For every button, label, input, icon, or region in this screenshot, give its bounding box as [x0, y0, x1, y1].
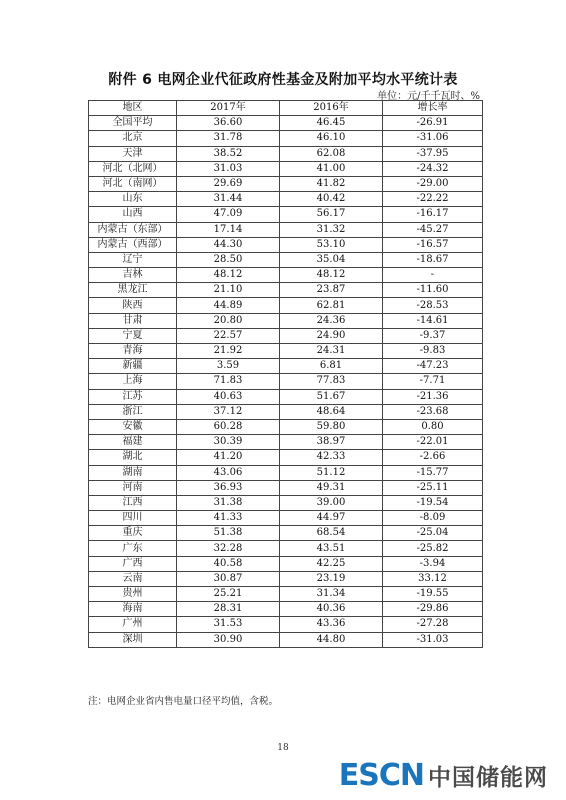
cell-growth-rate: -19.55: [383, 587, 483, 602]
table-row: [89, 328, 483, 343]
cell-region: 内蒙古（西部）: [89, 237, 177, 252]
cell-2017: 30.90: [177, 632, 280, 647]
cell-growth-rate: -3.94: [383, 556, 483, 571]
table-row: [89, 632, 483, 647]
cell-region: 重庆: [89, 526, 177, 541]
table-row: [89, 116, 483, 131]
cell-region: 内蒙古（东部）: [89, 222, 177, 237]
table-body: [89, 116, 483, 648]
cell-growth-rate: -22.01: [383, 435, 483, 450]
table-row: [89, 511, 483, 526]
cell-growth-rate: -22.22: [383, 192, 483, 207]
table-row: [89, 207, 483, 222]
cell-2016: 24.90: [280, 328, 383, 343]
table-row: [89, 252, 483, 267]
cell-2016: 68.54: [280, 526, 383, 541]
table-row: [89, 359, 483, 374]
cell-region: 广州: [89, 617, 177, 632]
cell-2017: 43.06: [177, 465, 280, 480]
cell-2017: 44.89: [177, 298, 280, 313]
cell-region: 江西: [89, 495, 177, 510]
cell-2017: 21.92: [177, 344, 280, 359]
statistics-table: [88, 100, 483, 648]
cell-2017: 40.58: [177, 556, 280, 571]
cell-2016: 35.04: [280, 252, 383, 267]
table-row: [89, 222, 483, 237]
cell-growth-rate: 33.12: [383, 571, 483, 586]
cell-region: 广东: [89, 541, 177, 556]
cell-2016: 41.82: [280, 176, 383, 191]
unit-label: 单位：元/千千瓦时、%: [377, 91, 480, 102]
cell-2017: 31.44: [177, 192, 280, 207]
cell-2017: 25.21: [177, 587, 280, 602]
table-row: [89, 465, 483, 480]
cell-2016: 51.12: [280, 465, 383, 480]
cell-2016: 31.34: [280, 587, 383, 602]
cell-growth-rate: -18.67: [383, 252, 483, 267]
cell-2016: 38.97: [280, 435, 383, 450]
cell-2016: 23.19: [280, 571, 383, 586]
cell-2017: 28.31: [177, 602, 280, 617]
table-row: [89, 268, 483, 283]
table-row: [89, 146, 483, 161]
cell-2017: 30.39: [177, 435, 280, 450]
cell-2016: 48.12: [280, 268, 383, 283]
cell-region: 河北（北网）: [89, 161, 177, 176]
cell-2017: 60.28: [177, 419, 280, 434]
table-row: [89, 298, 483, 313]
cell-2016: 62.08: [280, 146, 383, 161]
cell-growth-rate: -15.77: [383, 465, 483, 480]
table-row: [89, 556, 483, 571]
cell-growth-rate: -25.82: [383, 541, 483, 556]
cell-region: 新疆: [89, 359, 177, 374]
table-row: [89, 526, 483, 541]
cell-region: 福建: [89, 435, 177, 450]
cell-2017: 48.12: [177, 268, 280, 283]
cell-region: 江苏: [89, 389, 177, 404]
cell-growth-rate: -45.27: [383, 222, 483, 237]
header-growth-rate: 增长率: [383, 101, 483, 116]
cell-growth-rate: -16.57: [383, 237, 483, 252]
cell-region: 辽宁: [89, 252, 177, 267]
table-row: [89, 435, 483, 450]
cell-growth-rate: -31.03: [383, 632, 483, 647]
cell-2016: 40.36: [280, 602, 383, 617]
cell-2017: 20.80: [177, 313, 280, 328]
cell-2016: 44.97: [280, 511, 383, 526]
cell-2016: 31.32: [280, 222, 383, 237]
cell-growth-rate: -11.60: [383, 283, 483, 298]
cell-2017: 31.53: [177, 617, 280, 632]
cell-region: 海南: [89, 602, 177, 617]
cell-2016: 51.67: [280, 389, 383, 404]
cell-region: 陕西: [89, 298, 177, 313]
cell-growth-rate: -29.00: [383, 176, 483, 191]
cell-2016: 46.45: [280, 116, 383, 131]
cell-growth-rate: -47.23: [383, 359, 483, 374]
escn-watermark-logo: [339, 758, 548, 792]
cell-growth-rate: -29.86: [383, 602, 483, 617]
cell-region: 湖北: [89, 450, 177, 465]
cell-2017: 37.12: [177, 404, 280, 419]
cell-2016: 53.10: [280, 237, 383, 252]
header-region: 地区: [89, 101, 177, 116]
cell-growth-rate: -28.53: [383, 298, 483, 313]
cell-growth-rate: -25.11: [383, 480, 483, 495]
cell-2017: 30.87: [177, 571, 280, 586]
cell-2016: 59.80: [280, 419, 383, 434]
table-header-row: [89, 101, 483, 116]
cell-region: 深圳: [89, 632, 177, 647]
cell-growth-rate: -31.06: [383, 131, 483, 146]
cell-growth-rate: -27.28: [383, 617, 483, 632]
watermark-latin: ESCN: [338, 757, 424, 793]
cell-2016: 77.83: [280, 374, 383, 389]
cell-region: 北京: [89, 131, 177, 146]
cell-growth-rate: -23.68: [383, 404, 483, 419]
cell-2017: 32.28: [177, 541, 280, 556]
cell-region: 广西: [89, 556, 177, 571]
cell-growth-rate: -25.04: [383, 526, 483, 541]
cell-2016: 43.36: [280, 617, 383, 632]
table-row: [89, 404, 483, 419]
cell-growth-rate: -16.17: [383, 207, 483, 222]
cell-growth-rate: -2.66: [383, 450, 483, 465]
cell-2017: 44.30: [177, 237, 280, 252]
cell-2017: 36.93: [177, 480, 280, 495]
cell-2016: 48.64: [280, 404, 383, 419]
cell-growth-rate: -21.36: [383, 389, 483, 404]
cell-region: 浙江: [89, 404, 177, 419]
cell-2017: 31.38: [177, 495, 280, 510]
table-row: [89, 313, 483, 328]
cell-region: 天津: [89, 146, 177, 161]
cell-2016: 43.51: [280, 541, 383, 556]
watermark-chinese: 中国储能网: [428, 764, 548, 791]
cell-region: 黑龙江: [89, 283, 177, 298]
table-row: [89, 541, 483, 556]
cell-2017: 71.83: [177, 374, 280, 389]
table-row: [89, 419, 483, 434]
cell-region: 云南: [89, 571, 177, 586]
cell-2016: 49.31: [280, 480, 383, 495]
cell-2016: 24.31: [280, 344, 383, 359]
cell-2017: 31.78: [177, 131, 280, 146]
cell-region: 上海: [89, 374, 177, 389]
cell-2017: 51.38: [177, 526, 280, 541]
table-row: [89, 602, 483, 617]
table-row: [89, 283, 483, 298]
cell-region: 四川: [89, 511, 177, 526]
cell-region: 安徽: [89, 419, 177, 434]
cell-2017: 29.69: [177, 176, 280, 191]
cell-2016: 41.00: [280, 161, 383, 176]
cell-growth-rate: -24.32: [383, 161, 483, 176]
table-row: [89, 344, 483, 359]
cell-region: 河南: [89, 480, 177, 495]
cell-2017: 38.52: [177, 146, 280, 161]
table-row: [89, 495, 483, 510]
cell-2016: 56.17: [280, 207, 383, 222]
table-row: [89, 192, 483, 207]
cell-2017: 17.14: [177, 222, 280, 237]
cell-2016: 39.00: [280, 495, 383, 510]
cell-2016: 40.42: [280, 192, 383, 207]
cell-2017: 40.63: [177, 389, 280, 404]
cell-region: 全国平均: [89, 116, 177, 131]
cell-region: 山西: [89, 207, 177, 222]
table-row: [89, 480, 483, 495]
cell-region: 山东: [89, 192, 177, 207]
cell-2017: 31.03: [177, 161, 280, 176]
table-row: [89, 571, 483, 586]
cell-region: 吉林: [89, 268, 177, 283]
cell-region: 青海: [89, 344, 177, 359]
cell-growth-rate: -14.61: [383, 313, 483, 328]
cell-region: 甘肃: [89, 313, 177, 328]
cell-2017: 41.20: [177, 450, 280, 465]
cell-2017: 22.57: [177, 328, 280, 343]
cell-2017: 21.10: [177, 283, 280, 298]
cell-2016: 6.81: [280, 359, 383, 374]
cell-2016: 46.10: [280, 131, 383, 146]
cell-region: 宁夏: [89, 328, 177, 343]
table-row: [89, 617, 483, 632]
cell-2017: 36.60: [177, 116, 280, 131]
cell-growth-rate: -: [383, 268, 483, 283]
table-row: [89, 237, 483, 252]
cell-region: 贵州: [89, 587, 177, 602]
cell-growth-rate: -37.95: [383, 146, 483, 161]
cell-growth-rate: -26.91: [383, 116, 483, 131]
cell-2017: 41.33: [177, 511, 280, 526]
cell-growth-rate: -7.71: [383, 374, 483, 389]
cell-2017: 28.50: [177, 252, 280, 267]
header-2016: 2016年: [280, 101, 383, 116]
cell-2016: 23.87: [280, 283, 383, 298]
table-row: [89, 161, 483, 176]
table-row: [89, 374, 483, 389]
page-number: 18: [277, 743, 289, 753]
cell-growth-rate: -19.54: [383, 495, 483, 510]
cell-2016: 24.36: [280, 313, 383, 328]
table-row: [89, 450, 483, 465]
cell-region: 河北（南网）: [89, 176, 177, 191]
cell-2017: 47.09: [177, 207, 280, 222]
cell-2016: 42.25: [280, 556, 383, 571]
table-row: [89, 131, 483, 146]
footnote: 注：电网企业省内售电量口径平均值，含税。: [88, 696, 279, 707]
cell-2016: 44.80: [280, 632, 383, 647]
cell-growth-rate: 0.80: [383, 419, 483, 434]
table-row: [89, 389, 483, 404]
header-2017: 2017年: [177, 101, 280, 116]
cell-2016: 62.81: [280, 298, 383, 313]
cell-2016: 42.33: [280, 450, 383, 465]
cell-growth-rate: -9.37: [383, 328, 483, 343]
cell-growth-rate: -8.09: [383, 511, 483, 526]
cell-2017: 3.59: [177, 359, 280, 374]
cell-region: 湖南: [89, 465, 177, 480]
table-row: [89, 176, 483, 191]
document-title: 附件 6 电网企业代征政府性基金及附加平均水平统计表: [108, 72, 458, 88]
cell-growth-rate: -9.83: [383, 344, 483, 359]
table-row: [89, 587, 483, 602]
